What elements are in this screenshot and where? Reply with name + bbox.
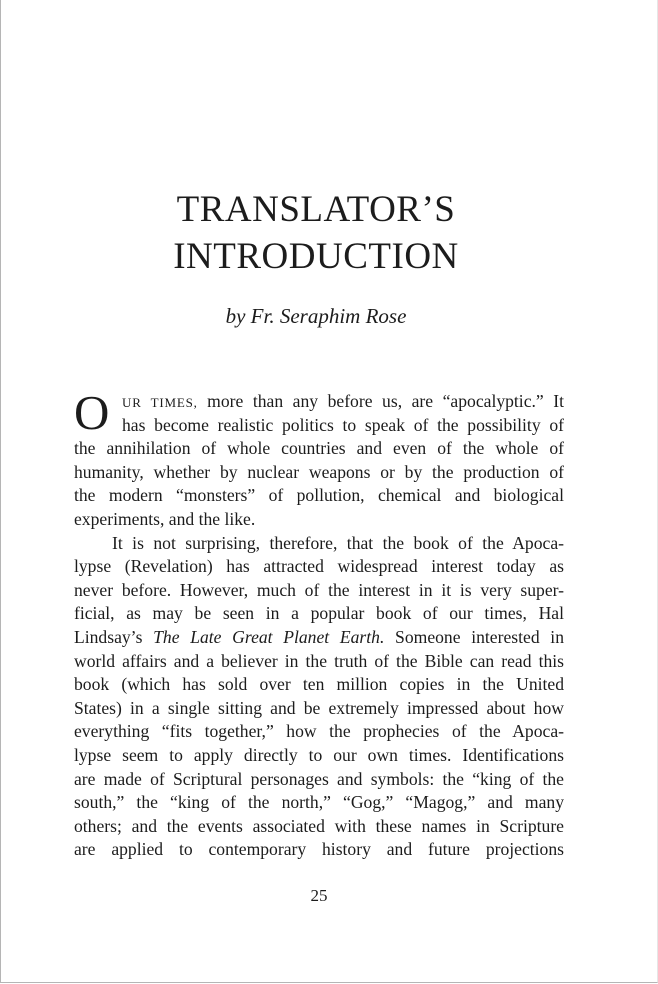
text-line: lypse seem to apply directly to our own times. Identifications (74, 744, 564, 765)
text-line: never before. However, much of the interest in it is very super- (74, 579, 564, 600)
text-line: the modern “monsters” of pollution, chemical and biological (74, 485, 564, 506)
text-line: south,” the “king of the north,” “Gog,” “Magog,” and many (74, 792, 564, 813)
body-text (74, 385, 564, 862)
page-number: 25 (310, 886, 328, 905)
text-line: has become realistic politics to speak of the possibility of (122, 414, 564, 435)
text-line: everything “fits together,” how the prophecies of the Apoca- (74, 721, 564, 742)
text-line: It is not surprising, therefore, that the book of the Apoca- (112, 532, 564, 553)
chapter-title-line-1: TRANSLATOR’S (176, 189, 456, 230)
book-title: The Late Great Planet Earth. (153, 626, 385, 647)
text-line: experiments, and the like. (74, 508, 256, 529)
text-line (74, 626, 564, 650)
drop-cap: O (74, 385, 110, 440)
text-fragment: Lindsay’s (74, 626, 154, 647)
text-fragment: more than any before us, are “apocalyptic.” It (197, 391, 564, 411)
text-line: book (which has sold over ten million copies in the United (74, 674, 564, 695)
text-line: humanity, whether by nuclear weapons or by the production of (74, 461, 564, 482)
text-line: world affairs and a believer in the truth of the Bible can read this (74, 650, 564, 671)
text-line: the annihilation of whole countries and even of the whole of (74, 438, 564, 459)
text-line: are made of Scriptural personages and symbols: the “king of the (74, 768, 564, 789)
small-caps-opening: UR TIMES, (122, 395, 198, 410)
text-line (74, 390, 564, 414)
text-line: lypse (Revelation) has attracted widespread interest today as (74, 556, 564, 577)
text-line: are applied to contemporary history and future projections (74, 839, 564, 860)
text-fragment: Someone interested in (384, 626, 564, 647)
text-line: ficial, as may be seen in a popular book of our times, Hal (74, 603, 564, 624)
text-line: States) in a single sitting and be extremely impressed about how (74, 697, 564, 718)
author-byline: by Fr. Seraphim Rose (225, 304, 407, 328)
chapter-title-line-2: INTRODUCTION (173, 236, 459, 277)
text-line: others; and the events associated with these names in Scripture (74, 815, 564, 836)
